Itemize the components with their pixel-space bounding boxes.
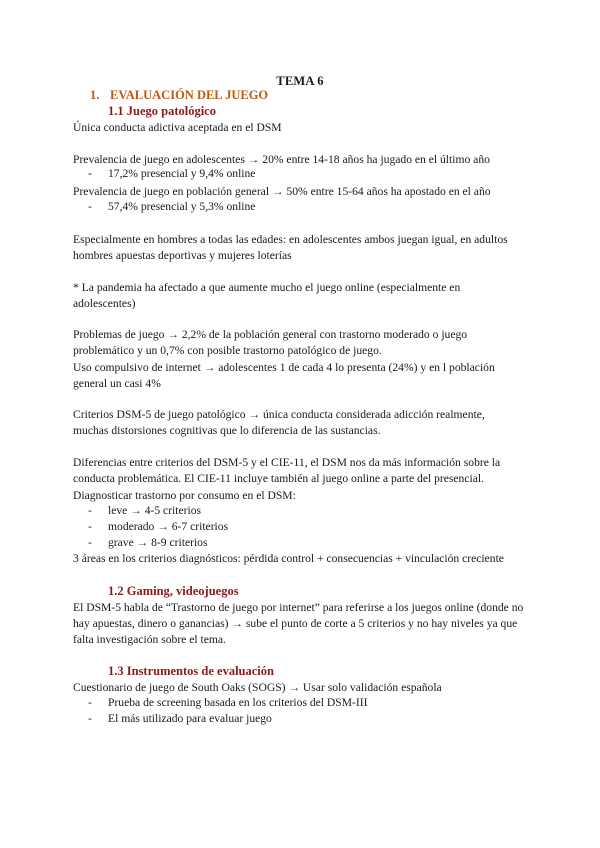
- paragraph: Criterios DSM-5 de juego patológico → única conducta considerada adicción realmente, muchas distorsiones cognitivas que lo diferencia de las sustancias.: [73, 408, 485, 438]
- paragraph: Cuestionario de juego de South Oaks (SOGS) → Usar solo validación española: [73, 681, 442, 694]
- subsection-heading-1-2: 1.2 Gaming, videojuegos: [108, 584, 239, 598]
- list-item-text: moderado → 6-7 criterios: [108, 520, 229, 533]
- list-item-text: 17,2% presencial y 9,4% online: [108, 167, 256, 180]
- bullet-dash: -: [88, 712, 92, 725]
- paragraph: El DSM-5 habla de “Trastorno de juego por internet” para referirse a los juegos online (donde no hay apuestas, dinero o ganancias) → sube el punto de corte a 5 criterios y no hay niveles ya que falta investigación sobre el tema.: [73, 601, 524, 647]
- paragraph: Prevalencia de juego en población general → 50% entre 15-64 años ha apostado en el año: [73, 185, 491, 198]
- paragraph: Prevalencia de juego en adolescentes → 20% entre 14-18 años ha jugado en el último año: [73, 153, 490, 166]
- section-number: 1.: [90, 88, 100, 102]
- list-item: [88, 167, 528, 180]
- page-title: TEMA 6: [276, 74, 324, 88]
- paragraph: Diferencias entre criterios del DSM-5 y el CIE-11, el DSM nos da más información sobre la conducta problemática. El CIE-11 incluye también al juego online a parte del presencial.: [73, 456, 501, 486]
- bullet-dash: -: [88, 167, 92, 180]
- list-item: [88, 712, 528, 725]
- paragraph: Uso compulsivo de internet → adolescentes 1 de cada 4 lo presenta (24%) y en l población general un casi 4%: [73, 361, 495, 391]
- list-item: [88, 696, 528, 709]
- list-item-text: Prueba de screening basada en los criterios del DSM-III: [108, 696, 368, 709]
- list-item: [88, 504, 528, 517]
- list-item-text: grave → 8-9 criterios: [108, 536, 208, 549]
- paragraph: Diagnosticar trastorno por consumo en el DSM:: [73, 489, 296, 502]
- paragraph: * La pandemia ha afectado a que aumente mucho el juego online (especialmente en adolescentes): [73, 281, 461, 311]
- bullet-dash: -: [88, 200, 92, 213]
- paragraph: 3 áreas en los criterios diagnósticos: pérdida control + consecuencias + vinculación creciente: [73, 552, 504, 565]
- subsection-heading-1-3: 1.3 Instrumentos de evaluación: [108, 664, 274, 678]
- list-item-text: El más utilizado para evaluar juego: [108, 712, 272, 725]
- list-item-text: leve → 4-5 criterios: [108, 504, 202, 517]
- list-item: [88, 536, 528, 549]
- bullet-dash: -: [88, 504, 92, 517]
- section-title: EVALUACIÓN DEL JUEGO: [110, 88, 269, 102]
- list-item-text: 57,4% presencial y 5,3% online: [108, 200, 256, 213]
- list-item: [88, 200, 528, 213]
- bullet-dash: -: [88, 520, 92, 533]
- list-item: [88, 520, 528, 533]
- section-heading-1: [90, 88, 268, 103]
- paragraph: Especialmente en hombres a todas las edades: en adolescentes ambos juegan igual, en adultos hombres apuestas deportivas y mujeres loterías: [73, 233, 508, 263]
- bullet-dash: -: [88, 536, 92, 549]
- bullet-dash: -: [88, 696, 92, 709]
- paragraph: Única conducta adictiva aceptada en el DSM: [73, 121, 282, 134]
- paragraph: Problemas de juego → 2,2% de la población general con trastorno moderado o juego problemático y un 0,7% con posible trastorno patológico de juego.: [73, 328, 468, 358]
- subsection-heading-1-1: 1.1 Juego patológico: [108, 104, 216, 118]
